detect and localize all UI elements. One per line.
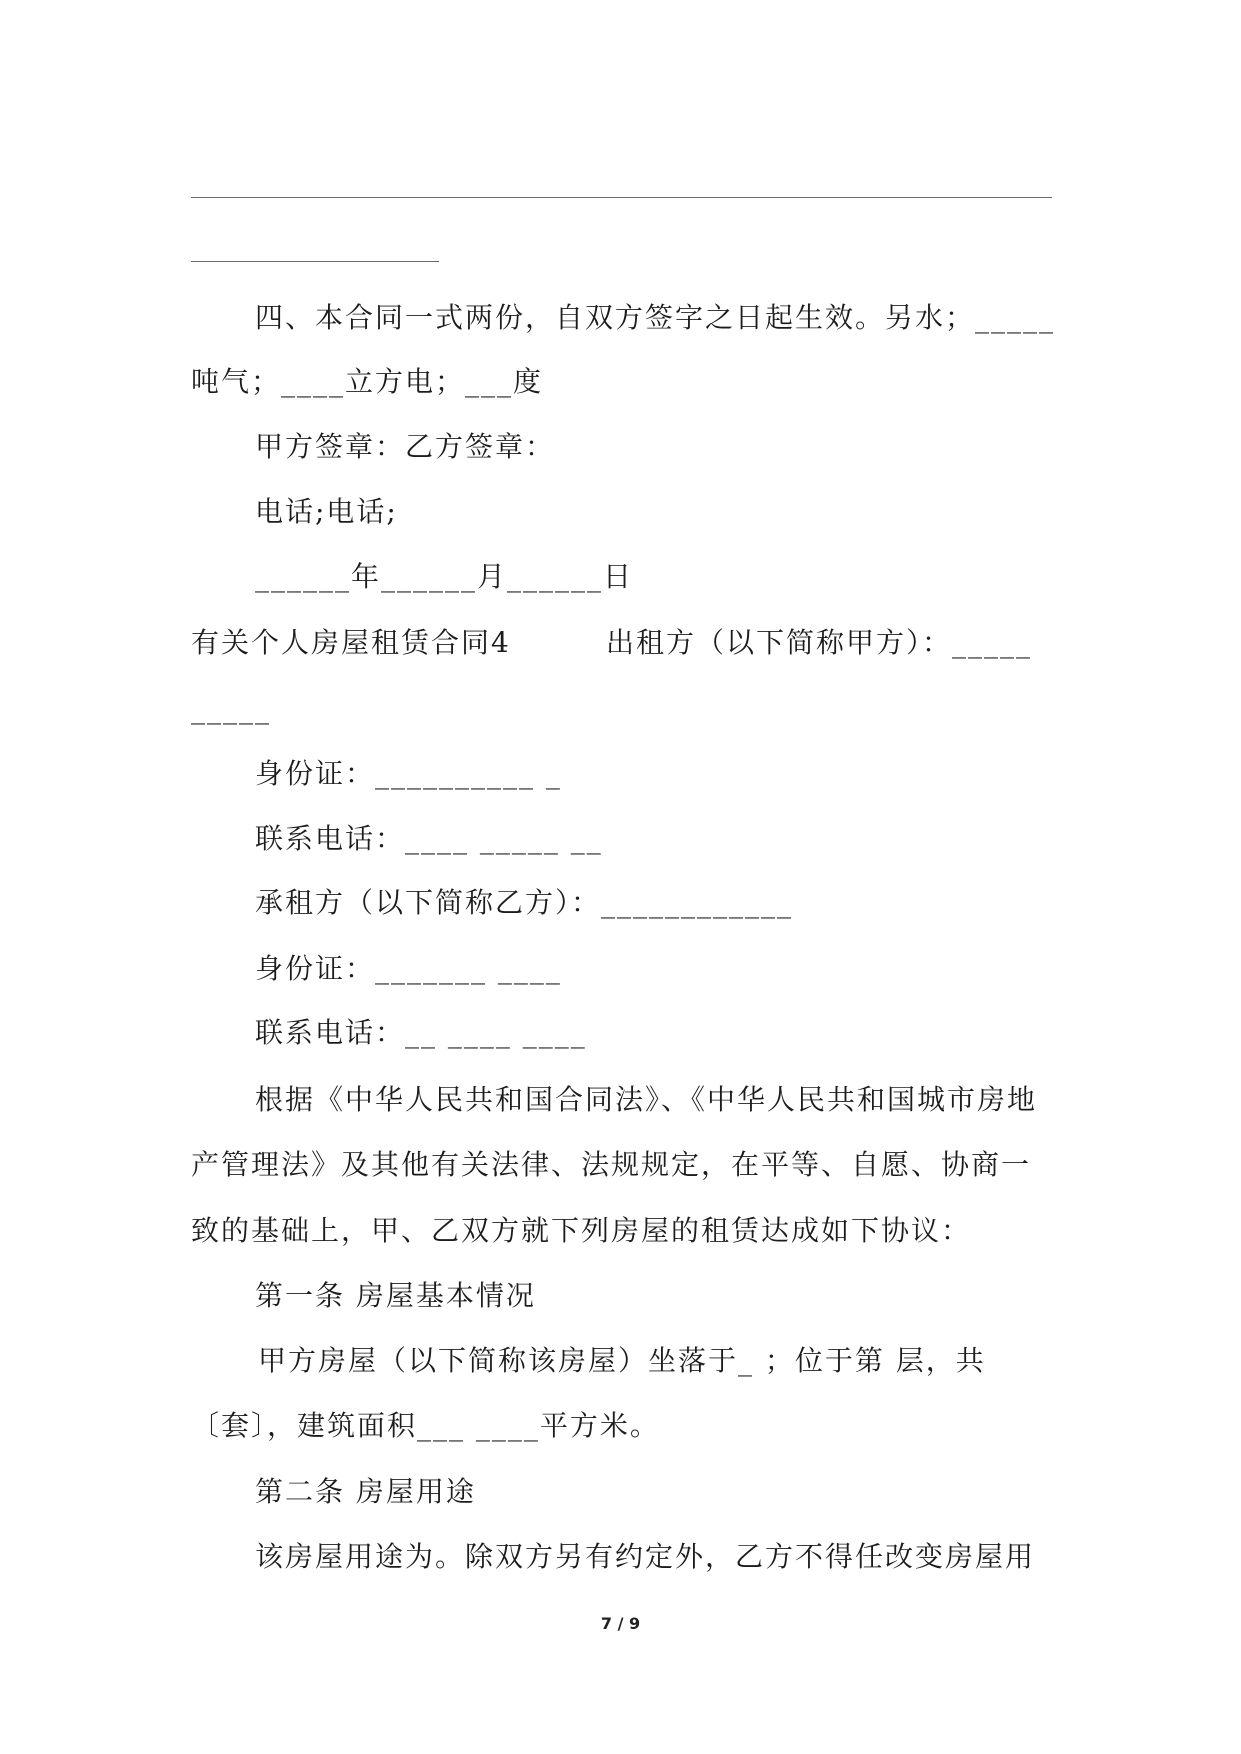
- lessor-label-continued: _____: [191, 692, 271, 725]
- preamble-line-3: 致的基础上，甲、乙双方就下列房屋的租赁达成如下协议：: [191, 1214, 972, 1247]
- article-1-body-line-1: 甲方房屋（以下简称该房屋）坐落于_ ；位于第 层，共: [258, 1344, 986, 1377]
- signature-date: ______年______月______日: [255, 560, 634, 593]
- article-2-body-line-1: 该房屋用途为。除双方另有约定外，乙方不得任改变房屋用: [255, 1540, 1036, 1573]
- clause-4-line-2: 吨气；____立方电；___度: [191, 365, 544, 398]
- lessee-phone-field: 联系电话：__ ____ ____: [255, 1016, 587, 1049]
- preamble-line-1: 根据《中华人民共和国合同法》、《中华人民共和国城市房地: [255, 1083, 1038, 1116]
- lessor-phone-field: 联系电话：____ _____ __: [255, 822, 603, 855]
- article-2-heading: 第二条 房屋用途: [255, 1475, 476, 1508]
- article-1-heading: 第一条 房屋基本情况: [255, 1279, 536, 1312]
- signature-parties: 甲方签章：乙方签章：: [255, 430, 556, 463]
- blank-underline-long: [191, 197, 1052, 198]
- signature-phones: 电话;电话;: [255, 495, 398, 528]
- preamble-line-2: 产管理法》及其他有关法律、法规规定，在平等、自愿、协商一: [191, 1148, 1032, 1181]
- lessee-label: 承租方（以下简称乙方）：____________: [255, 886, 794, 919]
- lessee-id-field: 身份证：_______ ____: [255, 952, 562, 985]
- page-number: 7 / 9: [600, 1614, 641, 1633]
- blank-underline-short: [191, 261, 439, 262]
- contract-title: 有关个人房屋租赁合同4: [191, 626, 511, 659]
- lessor-label: 出租方（以下简称甲方）：_____: [606, 626, 1033, 659]
- article-1-body-line-2: 〔套〕，建筑面积___ ____平方米。: [191, 1409, 660, 1442]
- lessor-id-field: 身份证：__________ _: [255, 757, 562, 790]
- clause-4-line-1: 四、本合同一式两份，自双方签字之日起生效。另水；_____: [255, 301, 1056, 334]
